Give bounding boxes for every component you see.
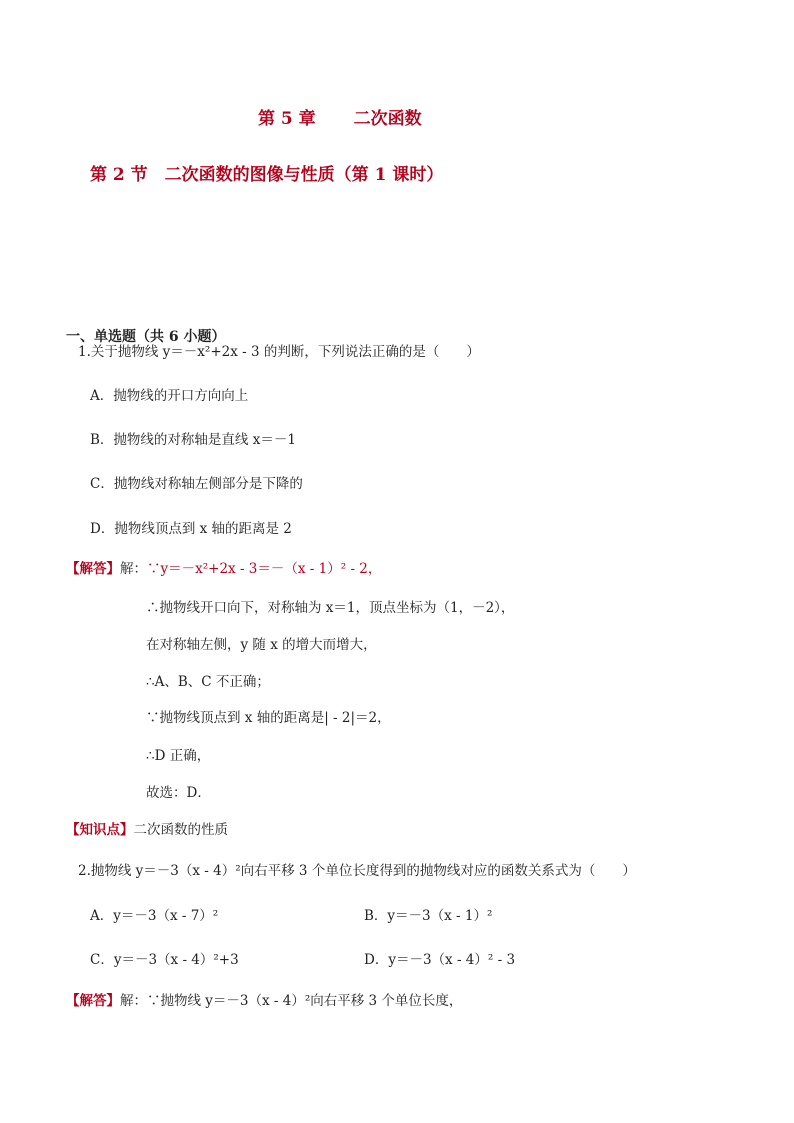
knowledge-point bbox=[66, 818, 228, 838]
question-2-solution bbox=[66, 989, 462, 1009]
answer-tag: 【解答】 bbox=[66, 561, 120, 577]
section-title: 第 2 节 二次函数的图像与性质（第 1 课时） bbox=[90, 165, 444, 185]
question-1-option-a: A．抛物线的开口方向向上 bbox=[90, 388, 249, 404]
answer-first-line: ∵抛物线 y＝－3（x - 4）²向右平移 3 个单位长度， bbox=[147, 993, 463, 1009]
answer-first-line: ∵y＝－x²+2x - 3＝－（x - 1）² - 2， bbox=[147, 561, 382, 577]
chapter-name: 二次函数 bbox=[353, 109, 422, 129]
answer-lead: 解： bbox=[120, 993, 147, 1009]
knowledge-tag: 【知识点】 bbox=[66, 822, 134, 838]
question-1-stem: 1.关于抛物线 y＝－x²+2x - 3 的判断，下列说法正确的是（ ） bbox=[78, 344, 480, 360]
knowledge-text: 二次函数的性质 bbox=[133, 822, 228, 838]
question-2-option-c: C．y＝－3（x - 4）²+3 bbox=[90, 952, 239, 968]
solution-step: ∴抛物线开口向下，对称轴为 x＝1，顶点坐标为（1，－2）， bbox=[146, 600, 515, 616]
question-2-stem: 2.抛物线 y＝－3（x - 4）²向右平移 3 个单位长度得到的抛物线对应的函数关系式为（ ） bbox=[78, 863, 636, 879]
chapter-number: 第 5 章 bbox=[258, 109, 316, 129]
solution-step: ∵抛物线顶点到 x 轴的距离是| - 2|＝2， bbox=[146, 710, 391, 726]
solution-step: ∴D 正确， bbox=[146, 748, 211, 764]
answer-lead: 解： bbox=[120, 561, 147, 577]
question-2-option-a: A．y＝－3（x - 7）² bbox=[90, 908, 219, 924]
question-1-option-d: D．抛物线顶点到 x 轴的距离是 2 bbox=[90, 521, 292, 537]
question-2-option-d: D．y＝－3（x - 4）² - 3 bbox=[364, 952, 516, 968]
question-2-option-b: B．y＝－3（x - 1）² bbox=[364, 908, 493, 924]
answer-tag: 【解答】 bbox=[66, 993, 120, 1009]
question-1-solution bbox=[66, 557, 381, 577]
solution-step: 故选：D． bbox=[146, 785, 211, 801]
part-heading: 一、单选题（共 6 小题） bbox=[66, 329, 226, 345]
chapter-title bbox=[258, 104, 422, 129]
question-1-option-c: C．抛物线对称轴左侧部分是下降的 bbox=[90, 476, 303, 492]
solution-step: ∴A、B、C 不正确； bbox=[146, 674, 270, 690]
solution-step: 在对称轴左侧，y 随 x 的增大而增大， bbox=[146, 637, 377, 653]
question-1-option-b: B．抛物线的对称轴是直线 x＝－1 bbox=[90, 432, 296, 448]
